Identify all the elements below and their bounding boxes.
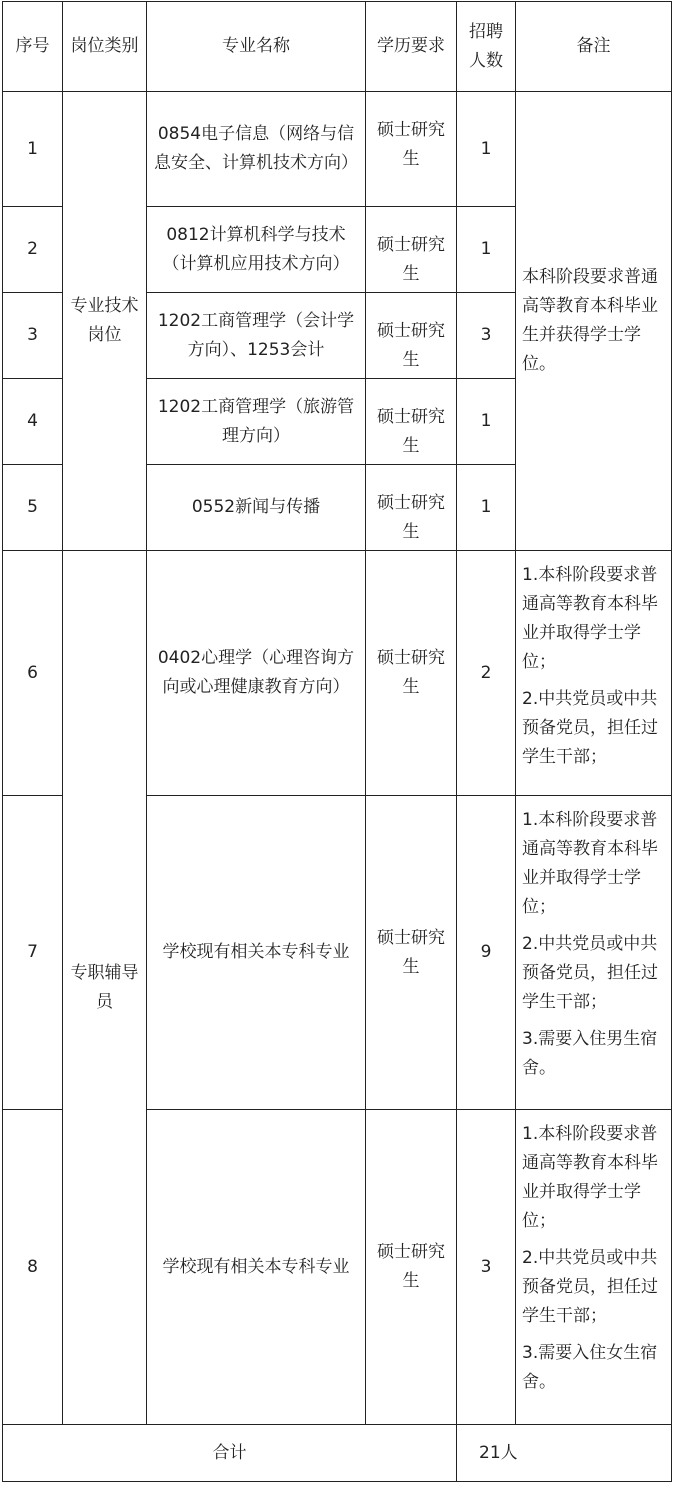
row-major: 学校现有相关本专科专业: [147, 1110, 366, 1425]
row-no: 8: [3, 1110, 63, 1425]
row-major: 学校现有相关本专科专业: [147, 796, 366, 1110]
row-count: 1: [457, 92, 516, 207]
category-tech: 专业技术岗位: [63, 92, 147, 551]
row-count: 9: [457, 796, 516, 1110]
row-no: 4: [3, 379, 63, 465]
row-count: 3: [457, 1110, 516, 1425]
row-major: 0854电子信息（网络与信息安全、计算机技术方向）: [147, 92, 366, 207]
remark-item: 2.中共党员或中共预备党员，担任过学生干部；: [522, 934, 658, 1012]
row-no: 6: [3, 551, 63, 796]
row-no: 7: [3, 796, 63, 1110]
row-count: 3: [457, 293, 516, 379]
row-major: 0812计算机科学与技术（计算机应用技术方向）: [147, 207, 366, 293]
total-value: 21人: [457, 1425, 672, 1482]
row-count: 1: [457, 207, 516, 293]
category-counselor: 专职辅导员: [63, 551, 147, 1425]
header-education: 学历要求: [366, 2, 457, 92]
row-education: 硕士研究生: [366, 1110, 457, 1425]
row-major: 0552新闻与传播: [147, 465, 366, 551]
remark-item: 1.本科阶段要求普通高等教育本科毕业并取得学士学位；: [522, 1124, 658, 1231]
header-major: 专业名称: [147, 2, 366, 92]
remark-row8: [516, 1110, 672, 1425]
header-category: 岗位类别: [63, 2, 147, 92]
header-count: 招聘人数: [457, 2, 516, 92]
remark-item: 2.中共党员或中共预备党员，担任过学生干部；: [522, 1248, 658, 1326]
row-education: 硕士研究生: [366, 465, 457, 551]
header-row: [3, 2, 672, 92]
total-label: 合计: [3, 1425, 457, 1482]
remark-item: 3.需要入住男生宿舍。: [522, 1029, 658, 1078]
row-count: 2: [457, 551, 516, 796]
table-row: [3, 551, 672, 796]
row-no: 5: [3, 465, 63, 551]
row-no: 1: [3, 92, 63, 207]
row-education: 硕士研究生: [366, 551, 457, 796]
row-education: 硕士研究生: [366, 92, 457, 207]
remark-tech: 本科阶段要求普通高等教育本科毕业生并获得学士学位。: [516, 92, 672, 551]
row-education: 硕士研究生: [366, 379, 457, 465]
row-count: 1: [457, 379, 516, 465]
row-count: 1: [457, 465, 516, 551]
header-remark: 备注: [516, 2, 672, 92]
total-row: [3, 1425, 672, 1482]
row-education: 硕士研究生: [366, 796, 457, 1110]
row-major: 1202工商管理学（旅游管理方向）: [147, 379, 366, 465]
remark-item: 1.本科阶段要求普通高等教育本科毕业并取得学士学位；: [522, 565, 658, 672]
row-no: 3: [3, 293, 63, 379]
row-education: 硕士研究生: [366, 293, 457, 379]
remark-row7: [516, 796, 672, 1110]
row-education: 硕士研究生: [366, 207, 457, 293]
recruitment-table: [2, 1, 672, 1482]
row-major: 0402心理学（心理咨询方向或心理健康教育方向）: [147, 551, 366, 796]
row-no: 2: [3, 207, 63, 293]
remark-item: 1.本科阶段要求普通高等教育本科毕业并取得学士学位；: [522, 810, 658, 917]
remark-item: 3.需要入住女生宿舍。: [522, 1343, 658, 1392]
table-row: [3, 92, 672, 207]
remark-row6: [516, 551, 672, 796]
row-major: 1202工商管理学（会计学方向）、1253会计: [147, 293, 366, 379]
remark-item: 2.中共党员或中共预备党员，担任过学生干部；: [522, 689, 658, 767]
header-no: 序号: [3, 2, 63, 92]
